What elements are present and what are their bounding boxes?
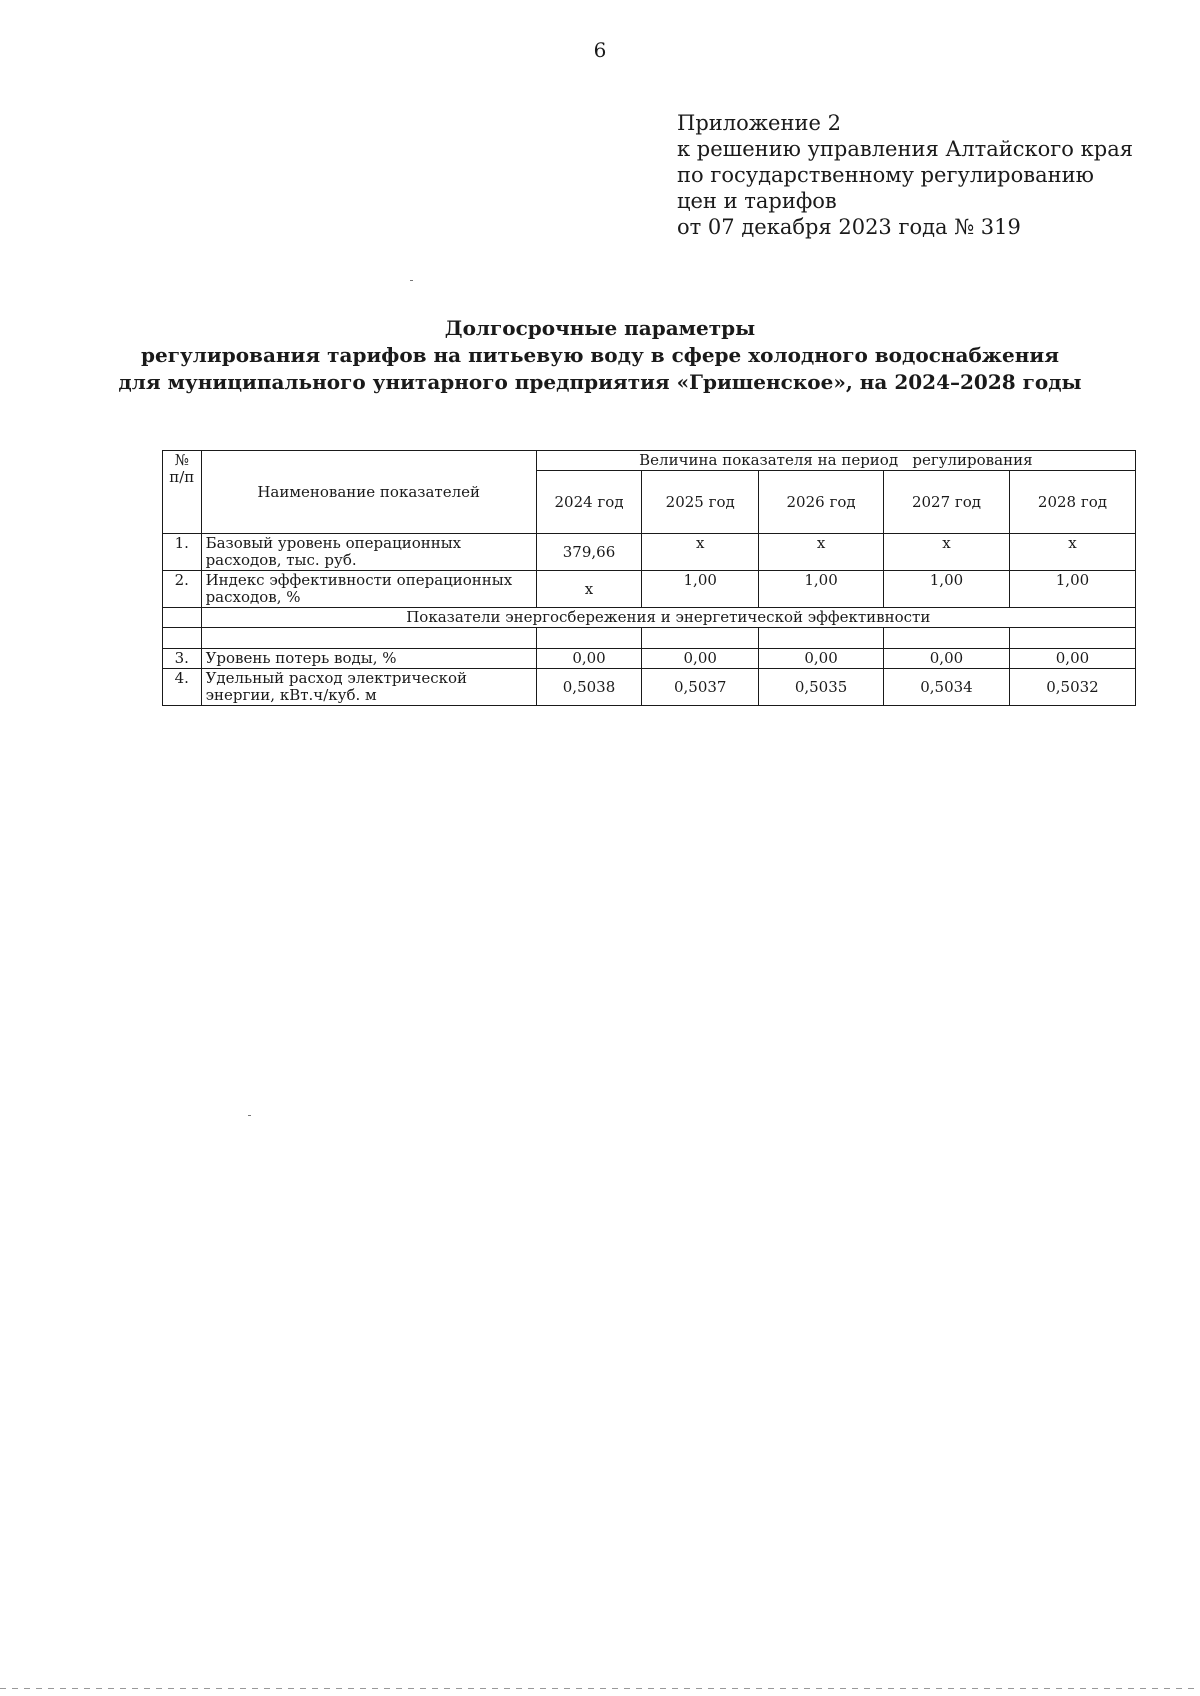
header-year: 2028 год — [1009, 471, 1135, 534]
header-year: 2027 год — [884, 471, 1010, 534]
title-line: регулирования тарифов на питьевую воду в сфере холодного водоснабжения — [141, 343, 1059, 367]
header-year: 2024 год — [536, 471, 642, 534]
row-value: х — [642, 534, 759, 571]
appendix-line: по государственному регулированию — [677, 163, 1094, 187]
row-value: 0,00 — [1009, 649, 1135, 669]
page-number: 6 — [593, 38, 607, 62]
row-indicator-name: Уровень потерь воды, % — [201, 649, 536, 669]
section-title: Показатели энергосбережения и энергетической эффективности — [201, 608, 1135, 628]
row-value: 0,00 — [642, 649, 759, 669]
row-number: 1. — [163, 534, 202, 571]
row-value: 0,5035 — [759, 669, 884, 706]
appendix-line: к решению управления Алтайского края — [677, 137, 1133, 161]
scan-edge-line — [0, 1688, 1200, 1689]
title-line: для муниципального унитарного предприятия «Гришенское», на 2024–2028 годы — [118, 370, 1082, 394]
appendix-line: цен и тарифов — [677, 189, 837, 213]
section-header-row — [163, 608, 1136, 628]
table-row — [163, 534, 1136, 571]
table-row — [163, 649, 1136, 669]
table-row — [163, 669, 1136, 706]
title-line: Долгосрочные параметры — [444, 316, 756, 340]
row-indicator-name: Индекс эффективности операционных расходов, % — [201, 571, 536, 608]
row-number: 2. — [163, 571, 202, 608]
appendix-block — [677, 110, 1133, 240]
row-value: 0,00 — [536, 649, 642, 669]
row-value: 0,5037 — [642, 669, 759, 706]
table-row — [163, 571, 1136, 608]
header-year: 2026 год — [759, 471, 884, 534]
row-number: 3. — [163, 649, 202, 669]
row-value: 1,00 — [642, 571, 759, 608]
row-value: 0,5038 — [536, 669, 642, 706]
row-value: 1,00 — [1009, 571, 1135, 608]
row-value: 379,66 — [536, 534, 642, 571]
row-value: 0,5032 — [1009, 669, 1135, 706]
empty-row — [163, 628, 1136, 649]
row-value: 0,00 — [884, 649, 1010, 669]
header-year: 2025 год — [642, 471, 759, 534]
header-indicator-name: Наименование показателей — [201, 451, 536, 534]
document-title — [0, 315, 1200, 396]
scan-speck — [410, 280, 413, 281]
row-value: 0,5034 — [884, 669, 1010, 706]
row-value: х — [1009, 534, 1135, 571]
row-value: х — [536, 571, 642, 608]
appendix-line: от 07 декабря 2023 года № 319 — [677, 215, 1021, 239]
header-period: Величина показателя на период регулирования — [536, 451, 1135, 471]
appendix-line: Приложение 2 — [677, 111, 841, 135]
row-value: х — [759, 534, 884, 571]
row-value: 0,00 — [759, 649, 884, 669]
header-number: № п/п — [163, 451, 202, 534]
parameters-table — [162, 450, 1136, 706]
row-indicator-name: Базовый уровень операционных расходов, тыс. руб. — [201, 534, 536, 571]
row-value: х — [884, 534, 1010, 571]
row-value: 1,00 — [884, 571, 1010, 608]
row-value: 1,00 — [759, 571, 884, 608]
table-header-row — [163, 451, 1136, 471]
row-number: 4. — [163, 669, 202, 706]
scan-speck — [248, 1115, 251, 1116]
row-indicator-name: Удельный расход электрической энергии, кВт.ч/куб. м — [201, 669, 536, 706]
